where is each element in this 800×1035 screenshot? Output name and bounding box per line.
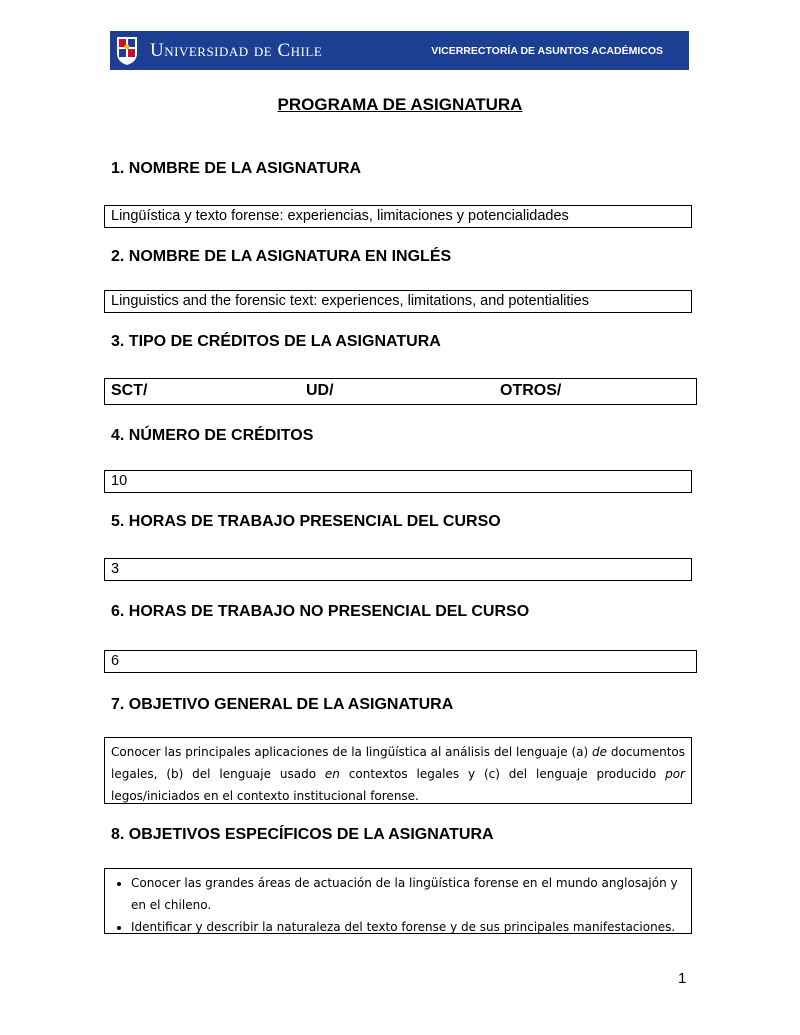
section-8-heading: 8. OBJETIVOS ESPECÍFICOS DE LA ASIGNATURA: [111, 826, 494, 843]
non-presential-hours-box: 6: [104, 650, 697, 673]
list-item: • Identificar y describir la naturaleza del texto forense y de sus principales manifestaciones.: [131, 916, 685, 938]
specific-objectives-list: [111, 872, 685, 938]
general-objective-emphasis-en: en: [324, 767, 340, 781]
section-5-heading: 5. HORAS DE TRABAJO PRESENCIAL DEL CURSO: [111, 513, 501, 530]
office-name: VICERRECTORÍA DE ASUNTOS ACADÉMICOS: [431, 45, 663, 57]
course-name-english-box: Linguistics and the forensic text: experiences, limitations, and potentialities: [104, 290, 692, 313]
presential-hours-box: 3: [104, 558, 692, 581]
credit-type-otros: OTROS/: [500, 382, 562, 399]
general-objective-text-3: contextos legales y (c) del lenguaje producido: [339, 767, 666, 781]
general-objective-emphasis-por: por: [665, 767, 685, 781]
section-7-heading: 7. OBJETIVO GENERAL DE LA ASIGNATURA: [111, 696, 454, 713]
general-objective-box: [104, 737, 692, 804]
section-3-heading: 3. TIPO DE CRÉDITOS DE LA ASIGNATURA: [111, 333, 441, 350]
credit-type-box: [104, 378, 697, 405]
section-6-heading: 6. HORAS DE TRABAJO NO PRESENCIAL DEL CURSO: [111, 603, 530, 620]
specific-objectives-box: [104, 868, 692, 934]
credit-count-box: 10: [104, 470, 692, 493]
credit-type-sct: SCT/: [111, 382, 148, 399]
university-crest-icon: [115, 35, 139, 66]
general-objective-text-1: Conocer las principales aplicaciones de la lingüística al análisis del lenguaje (a): [111, 745, 593, 759]
section-1-heading: 1. NOMBRE DE LA ASIGNATURA: [111, 160, 362, 177]
general-objective-emphasis-de: de: [592, 745, 608, 759]
university-name: Universidad de Chile: [150, 40, 323, 61]
section-4-heading: 4. NÚMERO DE CRÉDITOS: [111, 427, 314, 444]
credit-type-ud: UD/: [306, 382, 334, 399]
page-number: 1: [678, 970, 687, 987]
general-objective-text-2: documentos legales, (b) del lenguaje usado: [111, 745, 685, 781]
list-item: • Conocer las grandes áreas de actuación de la lingüística forense en el mundo anglosajón y en el chileno.: [131, 872, 685, 916]
header-banner: [110, 31, 689, 70]
general-objective-text-4: legos/iniciados en el contexto institucional forense.: [111, 789, 419, 803]
page-title: PROGRAMA DE ASIGNATURA: [277, 95, 523, 114]
section-2-heading: 2. NOMBRE DE LA ASIGNATURA EN INGLÉS: [111, 248, 452, 265]
course-name-box: Lingüística y texto forense: experiencias, limitaciones y potencialidades: [104, 205, 692, 228]
